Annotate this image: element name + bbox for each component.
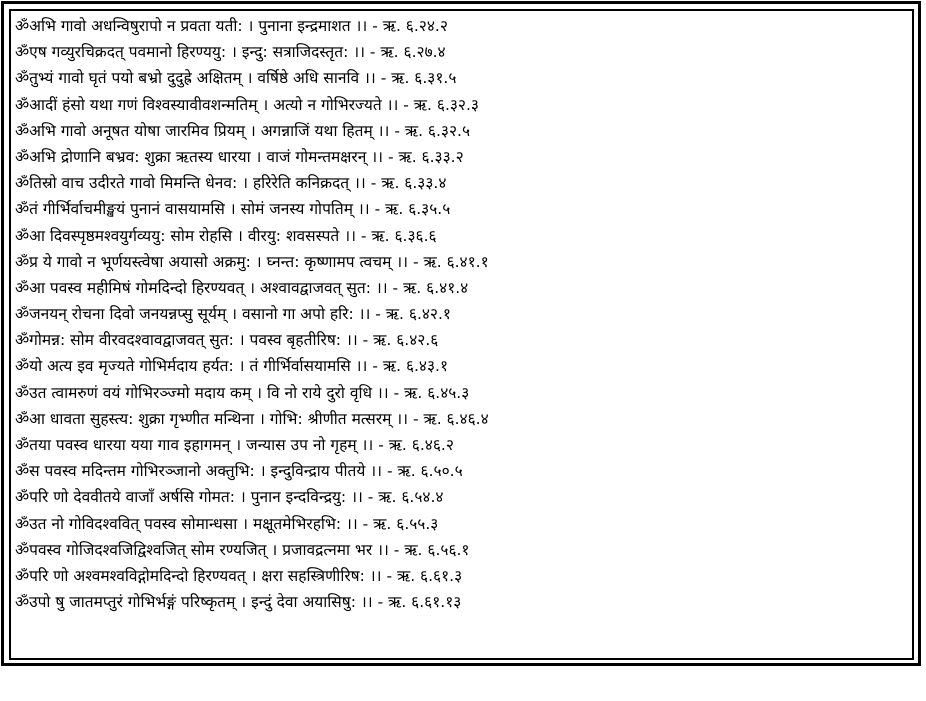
verse-line: ॐपरि णो अश्वमश्वविद्गोमदिन्दो हिरण्यवत् । क्षरा सहस्त्रिणीरिष: ।। - ऋ. ६.६१.३ bbox=[15, 566, 463, 585]
verse-line: ॐतिस्रो वाच उदीरते गावो मिमन्ति धेनव: । हरिरेति कनिक्रदत् ।। - ऋ. ६.३३.४ bbox=[15, 174, 447, 193]
verse-line: ॐपवस्व गोजिदश्वजिद्विश्वजित् सोम रण्यजित् । प्रजावद्रत्नमा भर ।। - ऋ. ६.५६.१ bbox=[15, 540, 470, 559]
verse-line: ॐआदीं हंसो यथा गणं विश्वस्यावीवशन्मतिम् । अत्यो न गोभिरज्यते ।। - ऋ. ६.३२.३ bbox=[15, 95, 479, 114]
verse-line: ॐस पवस्व मदिन्तम गोभिरञ्जानो अक्तुभि: । इन्दुविन्द्राय पीतये ।। - ऋ. ६.५०.५ bbox=[15, 462, 463, 481]
verse-line: ॐआ दिवस्पृष्ठमश्वयुर्गव्ययु: सोम रोहसि । वीरयु: शवसस्पते ।। - ऋ. ६.३६.६ bbox=[15, 226, 437, 245]
verse-line: ॐआ धावता सुहस्त्य: शुक्रा गृभ्णीत मन्थिना । गोभि: श्रीणीत मत्सरम् ।। - ऋ. ६.४६.४ bbox=[15, 409, 489, 428]
verse-list bbox=[15, 13, 489, 615]
verse-line: ॐआ पवस्व महीमिषं गोमदिन्दो हिरण्यवत् । अश्वावद्वाजवत् सुत: ।। - ऋ. ६.४१.४ bbox=[15, 278, 469, 297]
verse-line: ॐतया पवस्व धारया यया गाव इहागमन् । जन्यास उप नो गृहम् ।। - ऋ. ६.४६.२ bbox=[15, 436, 454, 454]
verse-line: ॐतुभ्यं गावो घृतं पयो बभ्रो दुदुह्रे अक्षितम् । वर्षिष्ठे अधि सानवि ।। - ऋ. ६.३१.५ bbox=[15, 69, 457, 88]
verse-line: ॐउत नो गोविदश्ववित् पवस्व सोमान्धसा । मक्षूतमेभिरहभि: ।। - ऋ. ६.५५.३ bbox=[15, 514, 439, 533]
verse-line: ॐअभि द्रोणानि बभ्रव: शुक्रा ऋतस्य धारया । वाजं गोमन्तमक्षरन् ।। - ऋ. ६.३३.२ bbox=[15, 147, 464, 166]
verse-line: ॐगोमन्न: सोम वीरवदश्वावद्वाजवत् सुत: । पवस्व बृहतीरिष: ।। - ऋ. ६.४२.६ bbox=[15, 331, 439, 350]
verse-line: ॐजनयन् रोचना दिवो जनयन्नप्सु सूर्यम् । वसानो गा अपो हरि: ।। - ऋ. ६.४२.१ bbox=[15, 305, 451, 324]
verse-line: ॐतं गीर्भिर्वाचमीङ्खयं पुनानं वासयामसि । सोमं जनस्य गोपतिम् ।। - ऋ. ६.३५.५ bbox=[15, 200, 451, 219]
verse-line: ॐएष गव्युरचिक्रदत् पवमानो हिरण्ययु: । इन्दु: सत्राजिदस्तृत: ।। - ऋ. ६.२७.४ bbox=[15, 43, 446, 62]
verse-line: ॐउपो षु जातमप्तुरं गोभिर्भङ्गं परिष्कृतम् । इन्दुं देवा अयासिषु: ।। - ऋ. ६.६१.१३ bbox=[15, 593, 462, 612]
verse-line: ॐअभि गावो अधन्विषुरापो न प्रवता यती: । पुनाना इन्द्रमाशत ।। - ऋ. ६.२४.२ bbox=[15, 17, 448, 35]
verse-line: ॐअभि गावो अनूषत योषा जारमिव प्रियम् । अगन्नाजिं यथा हितम् ।। - ऋ. ६.३२.५ bbox=[15, 121, 471, 140]
verse-line: ॐउत त्वामरुणं वयं गोभिरञ्ज्मो मदाय कम् । वि नो राये दुरो वृधि ।। - ऋ. ६.४५.३ bbox=[15, 383, 470, 402]
verse-line: ॐयो अत्य इव मृज्यते गोभिर्मदाय हर्यत: । तं गीर्भिर्वासयामसि ।। - ऋ. ६.४३.१ bbox=[15, 357, 449, 376]
verse-line: ॐपरि णो देववीतये वाजाँ अर्षसि गोमत: । पुनान इन्दविन्द्रयु: ।। - ऋ. ६.५४.४ bbox=[15, 488, 444, 507]
verse-line: ॐप्र ये गावो न भूर्णयस्त्वेषा अयासो अक्रमु: । घ्नन्त: कृष्णामप त्वचम् ।। - ऋ. ६.४१.१ bbox=[15, 252, 489, 271]
